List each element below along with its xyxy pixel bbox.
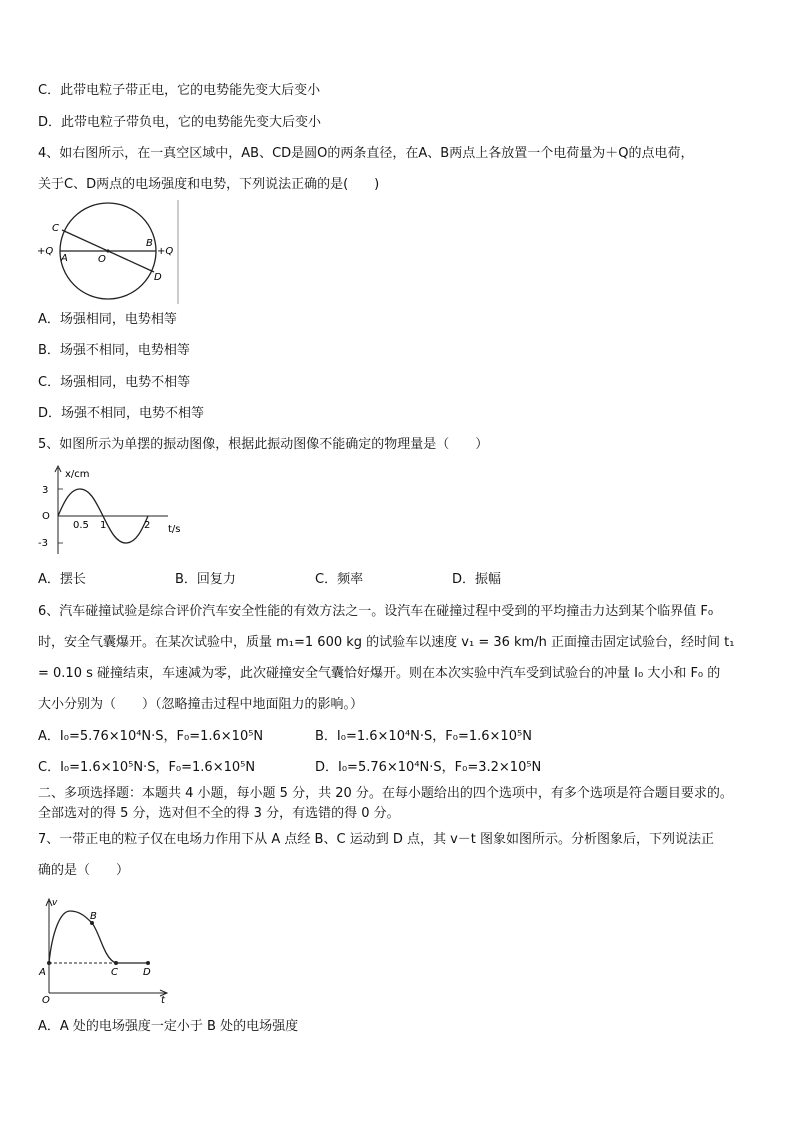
- q4-option-d: D．场强不相同，电势不相等: [38, 406, 205, 421]
- q3-option-d: D．此带电粒子带负电，它的电势能先变大后变小: [38, 115, 322, 130]
- q6-option-c: C．I₀=1.6×10⁵N·S，F₀=1.6×10⁵N: [38, 760, 256, 775]
- q6-stem-line4: 大小分别为（ ）（忽略撞击过程中地面阻力的影响。）: [38, 697, 364, 712]
- label-o: O: [98, 254, 106, 265]
- q6-stem-line1: 6、汽车碰撞试验是综合评价汽车安全性能的有效方法之一。设汽车在碰撞过程中受到的平均撞击力达到某个临界值 F₀: [38, 604, 714, 619]
- q3-option-c: C．此带电粒子带正电，它的电势能先变大后变小: [38, 83, 321, 98]
- q4-stem-line2: 关于C、D两点的电场强度和电势，下列说法正确的是( ): [38, 177, 380, 192]
- y-axis-label: x/cm: [65, 469, 90, 480]
- q7-stem-line1: 7、一带正电的粒子仅在电场力作用下从 A 点经 B、C 运动到 D 点，其 v－t 图象如图所示。分析图象后，下列说法正: [38, 832, 715, 847]
- label-q-right: +Q: [157, 246, 174, 257]
- tick-3: 3: [42, 485, 49, 496]
- q6-stem-line3: = 0.10 s 碰撞结束，车速减为零，此次碰撞安全气囊恰好爆开。则在本次实验中汽车受到试验台的冲量 I₀ 大小和 F₀ 的: [38, 666, 721, 681]
- q5-option-c: C．频率: [315, 572, 364, 587]
- label-t: t: [161, 995, 165, 1005]
- tick-2: 2: [144, 520, 151, 531]
- section-2-heading-line1: 二、多项选择题：本题共 4 小题，每小题 5 分，共 20 分。在每小题给出的四个选项中，有多个选项是符合题目要求的。: [38, 786, 733, 801]
- q6-option-a: A．I₀=5.76×10⁴N·S，F₀=1.6×10⁵N: [38, 729, 264, 744]
- q5-option-d: D．振幅: [452, 572, 502, 587]
- q7-stem-line2: 确的是（ ）: [38, 863, 130, 878]
- q5-option-a: A．摆长: [38, 572, 86, 587]
- q4-option-a: A．场强相同，电势相等: [38, 312, 177, 327]
- section-2-heading-line2: 全部选对的得 5 分，选对但不全的得 3 分，有选错的得 0 分。: [38, 806, 400, 821]
- label-c: C: [52, 223, 59, 234]
- q6-option-d: D．I₀=5.76×10⁴N·S，F₀=3.2×10⁵N: [315, 760, 542, 775]
- label-o: O: [42, 995, 50, 1005]
- label-b: B: [90, 911, 97, 922]
- label-v: v: [52, 898, 58, 908]
- label-q-left: +Q: [37, 246, 54, 257]
- q6-option-b: B．I₀=1.6×10⁴N·S，F₀=1.6×10⁵N: [315, 729, 532, 744]
- label-a: A: [39, 967, 46, 978]
- label-d: D: [154, 272, 162, 283]
- label-c: C: [111, 967, 118, 978]
- label-b: B: [146, 238, 153, 249]
- tick-0-5: 0.5: [73, 520, 89, 531]
- x-axis-label: t/s: [168, 524, 181, 535]
- q7-option-a: A．A 处的电场强度一定小于 B 处的电场强度: [38, 1019, 299, 1034]
- q4-stem-line1: 4、如右图所示，在一真空区域中，AB、CD是圆O的两条直径，在A、B两点上各放置一个电荷量为＋Q的点电荷，: [38, 146, 694, 161]
- tick-0: O: [42, 511, 50, 522]
- label-a: A: [61, 253, 68, 264]
- circle-diagram: [36, 198, 186, 306]
- q6-stem-line2: 时，安全气囊爆开。在某次试验中，质量 m₁=1 600 kg 的试验车以速度 v₁ = 36 km/h 正面撞击固定试验台，经时间 t₁: [38, 635, 735, 650]
- q5-stem: 5、如图所示为单摆的振动图像，根据此振动图像不能确定的物理量是（ ）: [38, 437, 489, 452]
- vt-graph: [36, 893, 186, 1005]
- tick-neg3: -3: [38, 538, 48, 549]
- label-d: D: [143, 967, 151, 978]
- q4-option-c: C．场强相同，电势不相等: [38, 375, 191, 390]
- q4-option-b: B．场强不相同，电势相等: [38, 343, 190, 358]
- oscillation-graph: [36, 462, 196, 558]
- tick-1: 1: [100, 520, 107, 531]
- q5-option-b: B．回复力: [175, 572, 236, 587]
